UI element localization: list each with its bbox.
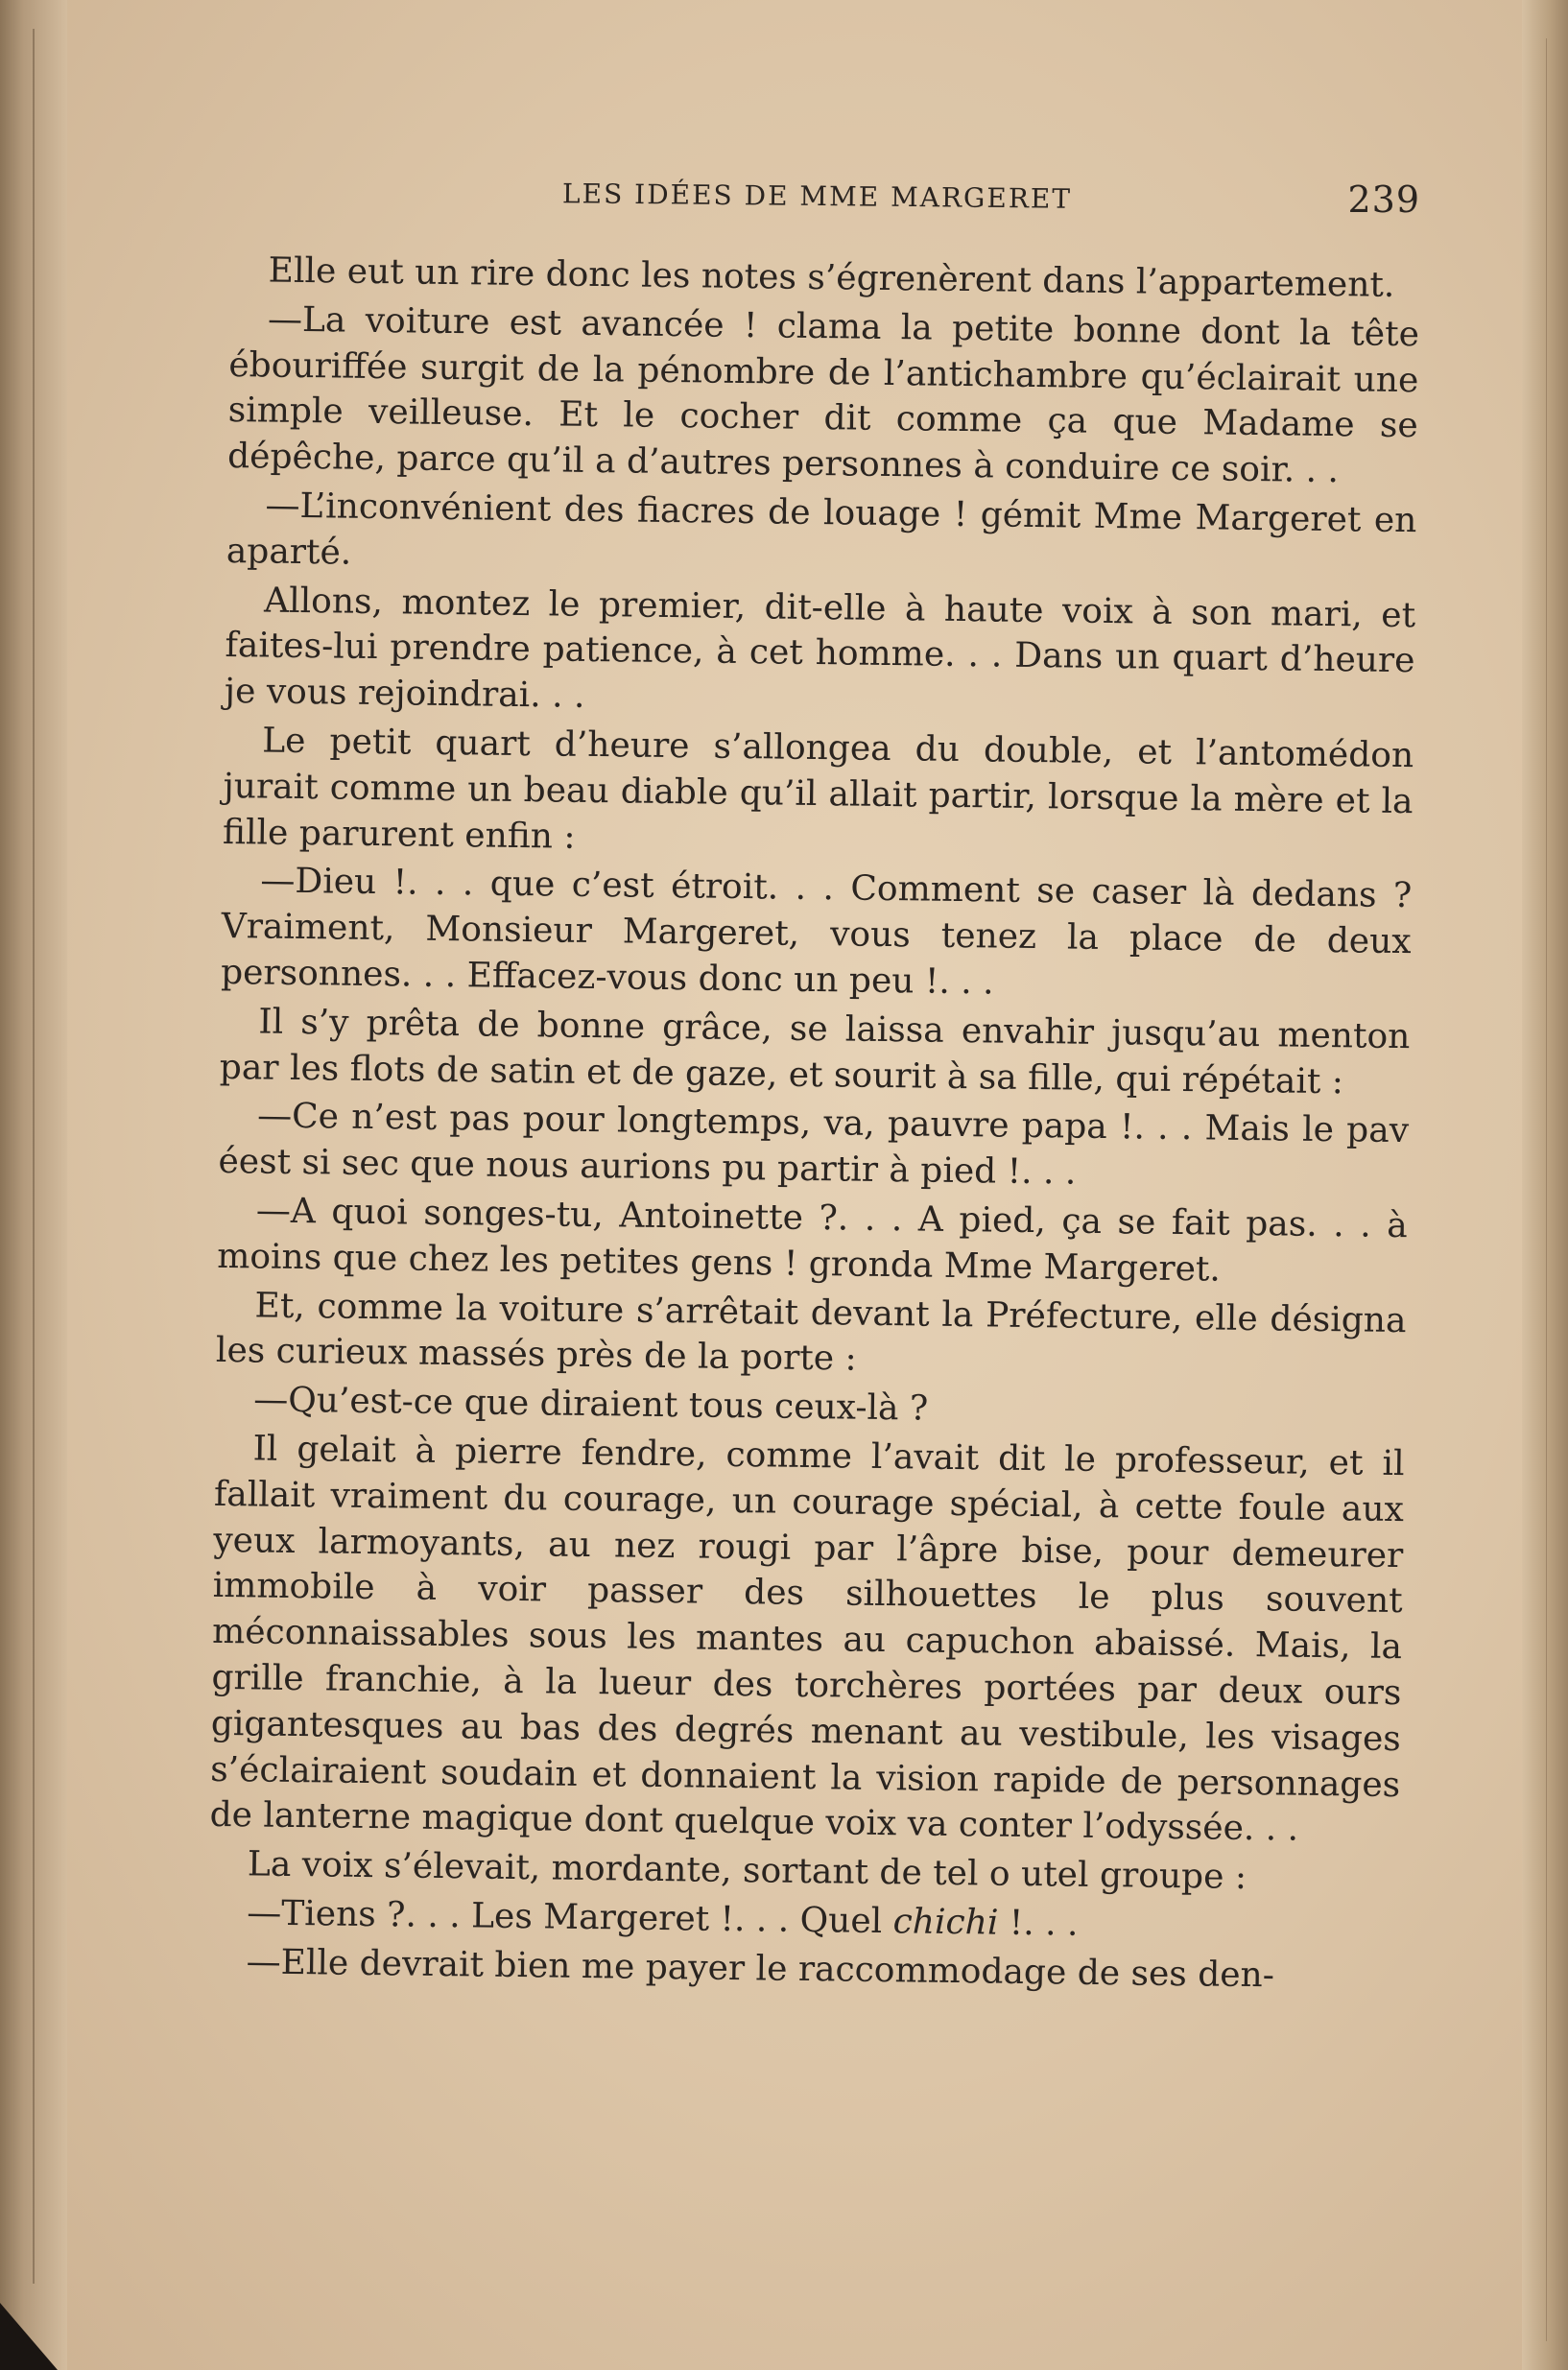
paragraph: Elle eut un rire donc les notes s’égrenèrent dans l’appartement. [268, 250, 1395, 305]
page-edge [1522, 0, 1568, 2370]
paragraph: —Ce n’est pas pour longtemps, va, pauvre papa !. . . Mais le pav éest si sec que nous aurions pu partir à pied !. . . [218, 1096, 1410, 1193]
paragraph: —A quoi songes-tu, Antoinette ?. . . A pied, ça se fait pas. . . à moins que chez les petites gens ! gronda Mme Margeret. [216, 1191, 1409, 1290]
running-head [259, 134, 1420, 221]
paragraph: —La voiture est avancée ! clama la petite bonne dont la tête ébouriffée surgit de la pénombre de l’antichambre qu’éclairait une simple veilleuse. Et le cocher dit comme ça que Madame se dépêche, parce qu’il a d’autres personnes à conduire ce soir. . . [226, 299, 1420, 491]
body-text [207, 248, 1420, 2003]
running-title: LES IDÉES DE MME MARGERET [561, 178, 1073, 215]
paragraph: Allons, montez le premier, dit-elle à haute voix à son mari, et faites-lui prendre patience, à cet homme. . . Dans un quart d’heure je vous rejoindrai. . . [224, 581, 1416, 717]
paragraph: Et, comme la voiture s’arrêtait devant la Préfecture, elle désigna les curieux massés près de la porte : [215, 1285, 1407, 1379]
page-edge-line [1546, 38, 1547, 2341]
text-run: !. . . [998, 1903, 1079, 1944]
dark-corner [0, 2303, 58, 2370]
paragraph: —Dieu !. . . que c’est étroit. . . Comment se caser là dedans ? Vraiment, Monsieur Margeret, vous tenez la place de deux personnes. . . Effacez-vous donc un peu !. . . [220, 861, 1413, 1003]
paragraph: La voix s’élevait, mordante, sortant de tel o utel groupe : [247, 1844, 1247, 1898]
paragraph: Il s’y prêta de bonne grâce, se laissa envahir jusqu’au menton par les flots de satin et de gaze, et sourit à sa fille, qui répétait : [219, 1002, 1411, 1102]
paragraph: Il gelait à pierre fendre, comme l’avait dit le professeur, et il fallait vraiment du courage, un courage spécial, à cette foule aux yeux larmoyants, au nez rougi par l’âpre bise, pour demeurer immobile à voir passer des silhouettes le plus souvent méconnaissables sous les mantes au capuchon abaissé. Mais, la grille franchie, à la lueur des torchères portées par deux ours gigantesques au bas des degrés menant au vestibule, les visages s’éclairaient soudain et donnaient la vision rapide de personnages de lanterne magique dont quelque voix va conter l’odyssée. . . [209, 1429, 1405, 1850]
italic-word: chichi [892, 1902, 999, 1943]
paragraph: Le petit quart d’heure s’allongea du double, et l’antomédon jurait comme un beau diable qu’il allait partir, lorsque la mère et la fille parurent enfin : [222, 721, 1414, 857]
page-number: 239 [1347, 178, 1420, 221]
gutter-edge-line [33, 29, 35, 2284]
paragraph: —L’inconvénient des fiacres de louage ! gémit Mme Margeret en aparté. [226, 486, 1417, 573]
paragraph: —Qu’est-ce que diraient tous ceux-là ? [253, 1380, 929, 1429]
paragraph-last-line: —Elle devrait bien me payer le raccommodage de ses den- [246, 1942, 1275, 1996]
text-run: —Tiens ?. . . Les Margeret !. . . Quel [247, 1893, 893, 1942]
